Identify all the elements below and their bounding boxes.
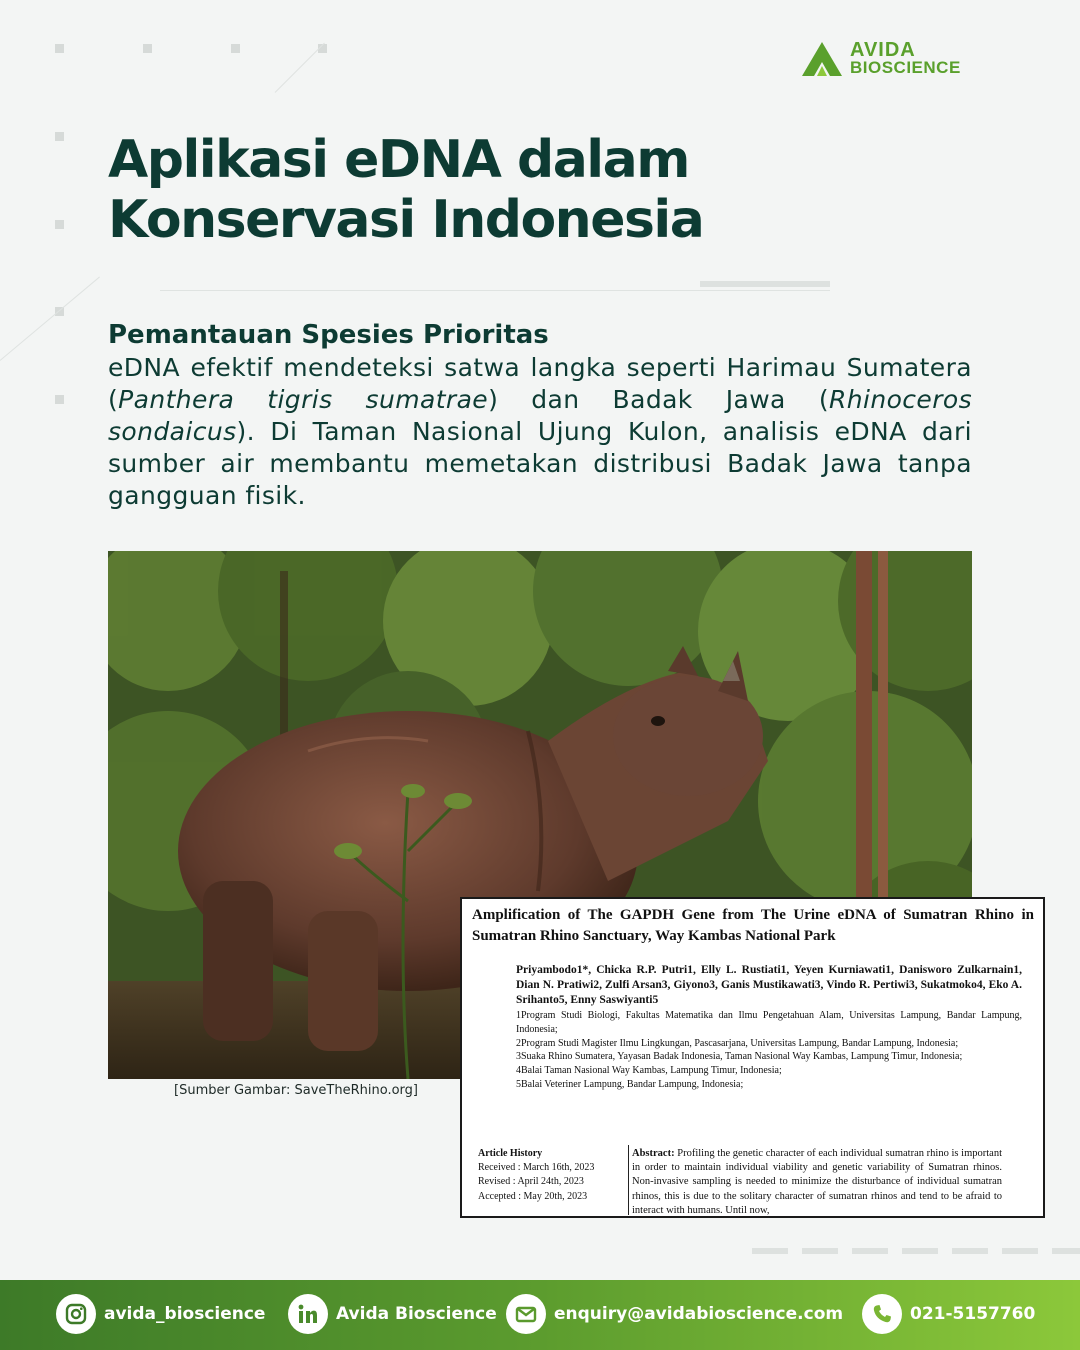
avida-logo-icon: [800, 40, 844, 78]
deco-square: [55, 220, 64, 229]
affiliation-item: 5Balai Veteriner Lampung, Bandar Lampung, Indonesia;: [516, 1078, 744, 1090]
deco-dashes: [752, 1248, 1080, 1254]
instagram-handle: avida_bioscience: [104, 1304, 266, 1324]
contact-footer: [0, 1280, 1080, 1350]
phone-number: 021-5157760: [910, 1304, 1036, 1324]
article-history: [478, 1147, 628, 1204]
contact-phone[interactable]: [862, 1294, 1035, 1334]
body-part3: ). Di Taman Nasional Ujung Kulon, analisis eDNA dari sumber air membantu memetakan distribusi Badak Jawa tanpa gangguan fisik.: [108, 417, 972, 510]
affiliation-item: 2Program Studi Magister Ilmu Lingkungan, Pascasarjana, Universitas Lampung, Bandar Lampung, Indonesia;: [516, 1037, 959, 1049]
history-received: Received : March 16th, 2023: [478, 1162, 595, 1174]
section-body: [108, 352, 972, 512]
deco-square: [55, 44, 64, 53]
photo-caption: [Sumber Gambar: SaveTheRhino.org]: [174, 1083, 418, 1098]
abstract-divider: [628, 1145, 629, 1215]
abstract-heading: Abstract:: [632, 1148, 675, 1159]
body-part1: eDNA efektif mendeteksi satwa langka seperti Harimau Sumatera (: [108, 353, 972, 414]
phone-icon: [862, 1294, 902, 1334]
abstract-text: Profiling the genetic character of each individual sumatran rhino is important in order to maintain individual viability and genetic variability of Sumatran rhinos. Non-invasive sampling is needed to minimize the disturbance of individual sumatran rhinos, this is due to the solitary character of sumatran rhinos and tend to be afraid to interact with humans. Until now,: [632, 1148, 1003, 1216]
affiliation-item: 3Suaka Rhino Sumatera, Yayasan Badak Indonesia, Taman Nasional Way Kambas, Lampung Timur, Indonesia;: [516, 1051, 963, 1063]
article-affiliations: [516, 1009, 1022, 1092]
article-abstract: [632, 1147, 1002, 1218]
contact-linkedin[interactable]: [288, 1294, 497, 1334]
history-revised: Revised : April 24th, 2023: [478, 1176, 584, 1188]
journal-article-clipping: [460, 897, 1045, 1218]
species-name: Panthera tigris sumatrae: [118, 385, 489, 414]
species-name: Rhinoceros sondaicus: [108, 385, 972, 446]
article-authors: Priyambodo1*, Chicka R.P. Putri1, Elly L. Rustiati1, Yeyen Kurniawati1, Danisworo Zulkarnain1, Dian N. Pratiwi2, Zulfi Arsan3, Giyono3, Ganis Mustikawati3, Vindo R. Pertiwi3, Sukatmoko4, Eko A. Srihanto5, Enny Saswiyanti5: [516, 964, 1022, 1006]
affiliation-item: 1Program Studi Biologi, Fakultas Matematika dan Ilmu Pengetahuan Alam, Universitas Lampung, Bandar Lampung, Indonesia;: [516, 1010, 1022, 1035]
title-line2: Konservasi Indonesia: [108, 190, 704, 250]
brand-name: [850, 41, 961, 76]
article-title: Amplification of The GAPDH Gene from The Urine eDNA of Sumatran Rhino in Sumatran Rhino Sanctuary, Way Kambas National Park: [472, 907, 1034, 944]
affiliation-item: 4Balai Taman Nasional Way Kambas, Lampung Timur, Indonesia;: [516, 1065, 782, 1077]
deco-square: [143, 44, 152, 53]
history-accepted: Accepted : May 20th, 2023: [478, 1190, 588, 1202]
brand-line2: BIOSCIENCE: [850, 58, 961, 78]
contact-email[interactable]: [506, 1294, 843, 1334]
deco-line: [0, 277, 100, 361]
mail-icon: [506, 1294, 546, 1334]
deco-dashes: [700, 281, 830, 287]
page-title: [108, 130, 908, 250]
instagram-icon: [56, 1294, 96, 1334]
contact-instagram[interactable]: [56, 1294, 265, 1334]
brand-logo: [800, 40, 961, 78]
history-heading: Article History: [478, 1148, 543, 1159]
deco-line: [160, 290, 830, 291]
linkedin-icon: [288, 1294, 328, 1334]
section-heading: Pemantauan Spesies Prioritas: [108, 320, 549, 350]
deco-line: [275, 43, 325, 93]
deco-square: [55, 395, 64, 404]
linkedin-name: Avida Bioscience: [336, 1304, 497, 1324]
body-part2: ) dan Badak Jawa (: [488, 385, 829, 414]
title-line1: Aplikasi eDNA dalam: [108, 130, 689, 190]
email-address: enquiry@avidabioscience.com: [554, 1304, 844, 1324]
brand-line1: AVIDA: [850, 39, 916, 62]
deco-square: [231, 44, 240, 53]
deco-square: [55, 132, 64, 141]
